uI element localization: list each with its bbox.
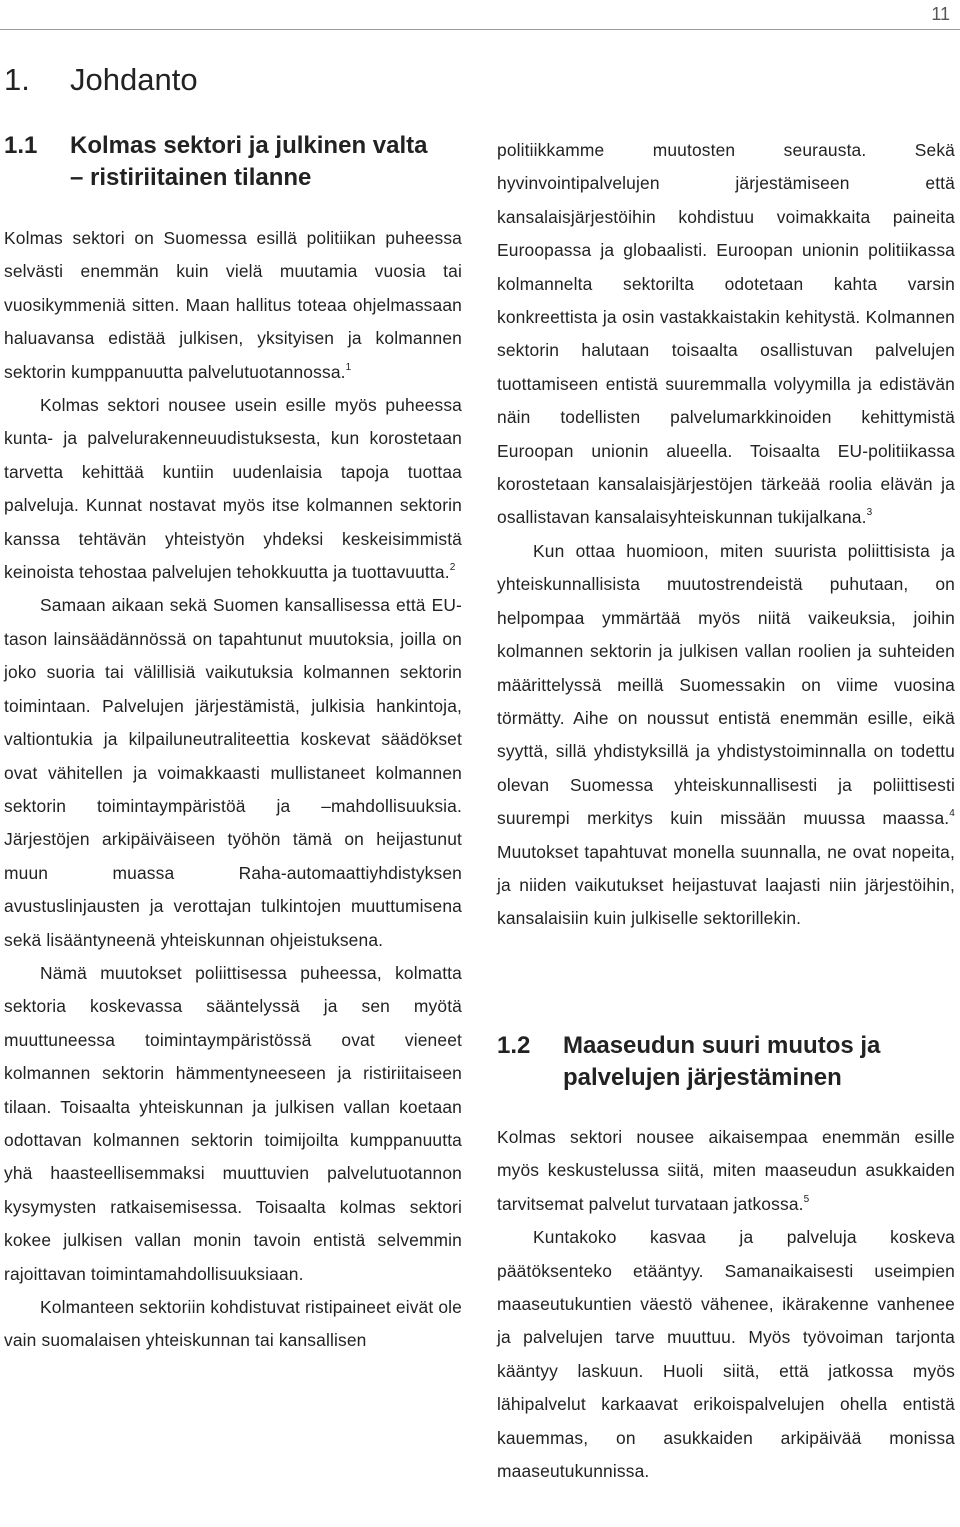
- left-body-text: [4, 222, 462, 1358]
- paragraph: [4, 222, 462, 389]
- section-heading-1-2: [497, 1030, 955, 1094]
- section-1-2-body-text: [497, 1121, 955, 1488]
- section-title-line2: – ristiriitainen tilanne: [70, 164, 312, 191]
- footnote-ref: 1: [345, 361, 352, 373]
- footnote-ref: 5: [803, 1193, 810, 1205]
- paragraph: [4, 389, 462, 589]
- paragraph: [497, 134, 955, 535]
- right-body-text: [497, 134, 955, 936]
- footnote-ref: 3: [866, 507, 873, 519]
- section-title-line1: Kolmas sektori ja julkinen valta: [70, 132, 428, 159]
- paragraph: Nämä muutokset poliittisessa puheessa, kolmatta sektoria koskevassa sääntelyssä ja sen myötä muuttuneessa toimintaympäristössä ovat vieneet kolmannen sektorin hämmentyneeseen ja ristiriitaiseen tilaan. Toisaalta yhteiskunnan ja julkisen vallan koetaan odottavan kolmannen sektorin toimijoilta kumppanuutta yhä haasteellisemmaksi muuttuvien palvelutuotannon kysymysten ratkaisemisessa. Toisaalta kolmas sektori kokee julkisen vallan monin tavoin entistä selvemmin rajoittavan toimintamahdollisuuksiaan.: [4, 962, 462, 1284]
- section-heading-1-1: [4, 130, 462, 194]
- paragraph-text: Kun ottaa huomioon, miten suurista poliittisista ja yhteiskunnallisista muutostrendeistä puhutaan, on helpompaa ymmärtää myös niitä vaikeuksia, joihin kolmannen sektorin ja julkisen vallan roolien ja suhteiden määrittelyssä meillä Suomessakin on viime vuosina törmätty. Aihe on noussut entistä enemmän esille, eikä syyttä, sillä yhdistyksillä ja yhdistystoiminnalla on todettu olevan Suomessa yhteiskunnallisesti ja poliittisesti suurempi merkitys kuin missään muussa maassa.: [497, 540, 955, 829]
- paragraph-text: politiikkamme muutosten seurausta. Sekä hyvinvointipalvelujen järjestämiseen että kansalaisjärjestöihin kohdistuu voimakkaita paineita Euroopassa ja globaalisti. Euroopan unionin politiikassa kolmannelta sektorilta odotetaan kahta varsin konkreettista ja osin vastakkaistakin kehitystä. Kolmannen sektorin halutaan toisaalta osallistuvan palvelujen tuottamiseen entistä suuremmalla volyymilla ja edistävän näin todellisten palvelumarkkinoiden kehittymistä Euroopan unionin alueella. Toisaalta EU-politiikassa korostetaan kansalaisjärjestöjen tärkeää roolia elävän ja osallistavan kansalaisyhteiskunnan tukijalkana.: [497, 140, 955, 528]
- paragraph: [497, 1121, 955, 1221]
- page-number: 11: [931, 4, 950, 24]
- paragraph-text: Muutokset tapahtuvat monella suunnalla, ne ovat nopeita, ja niiden vaikutukset heijastuvat laajasti niin järjestöihin, kansalaisiin kuin julkiselle sektorillekin.: [497, 841, 955, 929]
- chapter-number: 1.: [4, 62, 30, 97]
- paragraph-text: Kolmas sektori on Suomessa esillä politiikan puheessa selvästi enemmän kuin vielä muutamia vuosia tai vuosikymmeniä sitten. Maan hallitus toteaa ohjelmassaan haluavansa edistää julkisen, yksityisen ja kolmannen sektorin kumppanuutta palvelutuotannossa.: [4, 228, 462, 382]
- header-rule: [0, 29, 960, 30]
- paragraph: [497, 535, 955, 936]
- chapter-heading: [4, 60, 198, 100]
- section-title-line1: Maaseudun suuri muutos ja: [563, 1032, 881, 1059]
- chapter-title: Johdanto: [70, 62, 198, 97]
- section-number: 1.2: [497, 1032, 531, 1059]
- paragraph-text: Kolmas sektori nousee usein esille myös puheessa kunta- ja palvelurakenneuudistuksesta, kun korostetaan tarvetta kehittää kuntiin uudenlaisia tapoja tuottaa palveluja. Kunnat nostavat myös itse kolmannen sektorin kanssa tehtävän yhteistyön yhdeksi keskeisimmistä keinoista tehostaa palvelujen tehokkuutta ja tuottavuutta.: [4, 395, 462, 583]
- section-title-line2: palvelujen järjestäminen: [563, 1064, 842, 1091]
- footnote-ref: 4: [949, 808, 955, 820]
- section-number: 1.1: [4, 132, 38, 159]
- paragraph-text: Kolmas sektori nousee aikaisempaa enemmän esille myös keskustelussa siitä, miten maaseudun asukkaiden tarvitsemat palvelut turvataan jatkossa.: [497, 1127, 955, 1214]
- paragraph: Kuntakoko kasvaa ja palveluja koskeva päätöksenteko etääntyy. Samanaikaisesti useimpien maaseutukuntien väestö vähenee, ikärakenne vanhenee ja palvelujen tarve muuttuu. Myös työvoiman tarjonta kääntyy laskuun. Huoli siitä, että jatkossa myös lähipalvelut karkaavat erikoispalvelujen ohella entistä kauemmas, on asukkaiden arkipäivää monissa maaseutukunnissa.: [497, 1227, 955, 1482]
- paragraph: Kolmanteen sektoriin kohdistuvat ristipaineet eivät ole vain suomalaisen yhteiskunnan tai kansallisen: [4, 1297, 462, 1351]
- paragraph: Samaan aikaan sekä Suomen kansallisessa että EU-tason lainsäädännössä on tapahtunut muutoksia, joilla on joko suoria tai välillisiä vaikutuksia kolmannen sektorin toimintaan. Palvelujen järjestämistä, julkisia hankintoja, valtiontukia ja kilpailuneutraliteettia koskevat säädökset ovat vähitellen ja voimakkaasti mullistaneet kolmannen sektorin toimintaympäristöä ja –mahdollisuuksia. Järjestöjen arkipäiväiseen työhön tämä on heijastunut muun muassa Raha-automaattiyhdistyksen avustuslinjausten ja verottajan tulkintojen muuttumisena sekä lisääntyneenä yhteiskunnan ohjeistuksena.: [4, 595, 462, 950]
- footnote-ref: 2: [449, 562, 456, 574]
